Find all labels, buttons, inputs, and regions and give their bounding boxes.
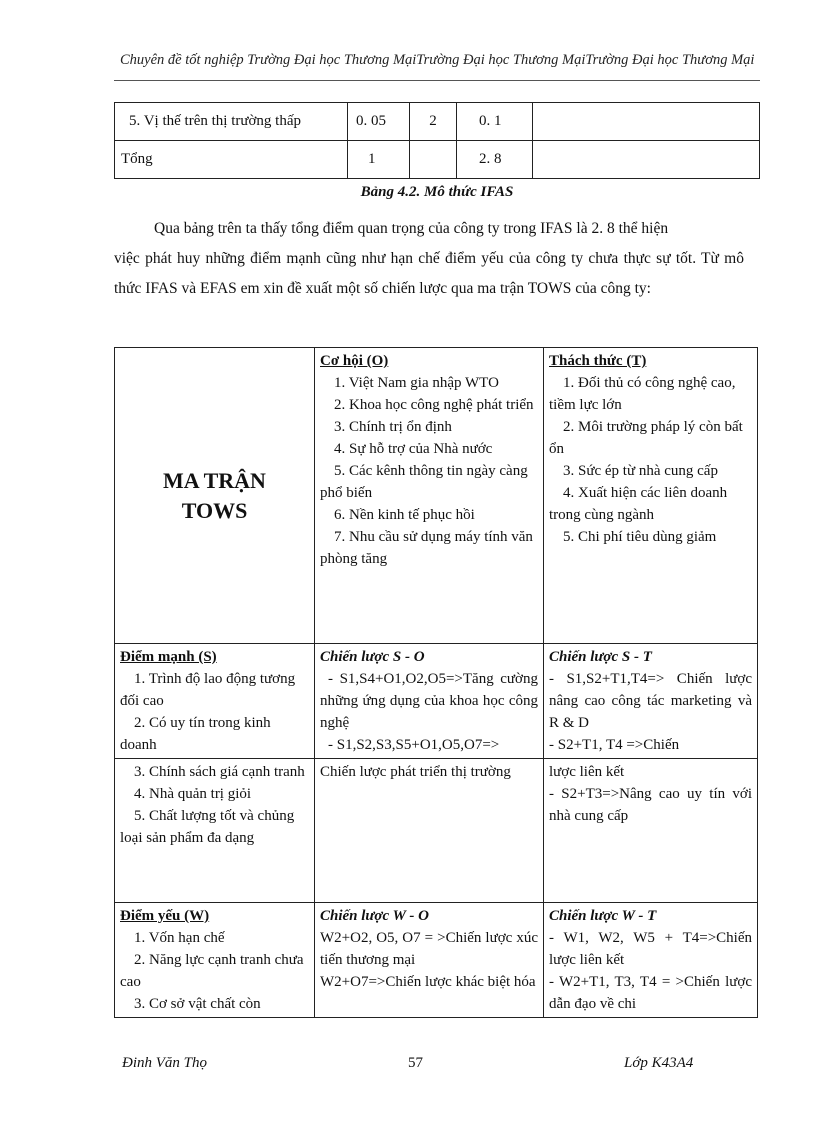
table-row <box>115 644 758 759</box>
wt-strategy-cell <box>544 903 758 1018</box>
list-item: 3. Chính sách giá cạnh tranh <box>134 764 305 780</box>
list-item: 5. Chi phí tiêu dùng giảm <box>563 529 717 545</box>
list-item: 1. Trình độ lao động tương đối cao <box>120 671 296 709</box>
strengths-cell <box>115 644 315 759</box>
rating-cell <box>410 141 457 179</box>
so-strategy-continued-cell <box>315 759 544 903</box>
factor-cell: 5. Vị thế trên thị trường thấp <box>115 103 348 141</box>
so-line: Chiến lược phát triển thị trường <box>320 764 511 780</box>
header-divider <box>114 80 760 81</box>
note-cell <box>533 103 760 141</box>
footer-class: Lớp K43A4 <box>624 1055 694 1071</box>
list-item: 2. Có uy tín trong kinh doanh <box>120 715 271 753</box>
st-strategy-continued-cell <box>544 759 758 903</box>
factor-cell: Tổng <box>115 141 348 179</box>
wt-line: - W1, W2, W5 + T4=>Chiến lược liên kết <box>549 930 752 968</box>
wt-heading: Chiến lược W - T <box>549 908 657 924</box>
list-item: 1. Đối thủ có công nghệ cao, tiềm lực lớn <box>549 375 736 413</box>
weaknesses-cell <box>115 903 315 1018</box>
weight-cell: 1 <box>348 141 410 179</box>
list-item: 2. Năng lực cạnh tranh chưa cao <box>120 952 304 990</box>
list-item: 4. Nhà quản trị giỏi <box>134 786 252 802</box>
st-line: - S2+T3=>Nâng cao uy tín với nhà cung cấp <box>549 786 752 824</box>
weight-cell: 0. 05 <box>348 103 410 141</box>
st-heading: Chiến lược S - T <box>549 649 652 665</box>
table-row <box>115 348 758 644</box>
st-strategy-cell <box>544 644 758 759</box>
opportunities-cell <box>315 348 544 644</box>
tows-title-cell <box>115 348 315 644</box>
list-item: 7. Nhu cầu sử dụng máy tính văn phòng tăng <box>320 529 533 567</box>
tows-matrix <box>114 347 758 1018</box>
list-item: 3. Chính trị ổn định <box>334 419 452 435</box>
st-line: - S2+T1, T4 =>Chiến <box>549 737 680 753</box>
st-line: - S1,S2+T1,T4=> Chiến lược nâng cao công tác marketing và R & D <box>549 671 752 731</box>
paragraph-first-line: Qua bảng trên ta thấy tổng điểm quan trọng của công ty trong IFAS là 2. 8 thể hiện <box>154 220 669 237</box>
so-line: - S1,S2,S3,S5+O1,O5,O7=> <box>328 737 500 753</box>
wo-line: W2+O7=>Chiến lược khác biệt hóa <box>320 974 536 990</box>
ifas-table <box>114 102 760 179</box>
list-item: 4. Sự hỗ trợ của Nhà nước <box>334 441 493 457</box>
tows-title-line1: MA TRẬN <box>163 467 266 493</box>
so-line: - S1,S4+O1,O2,O5=>Tăng cường những ứng dụng của khoa học công nghệ <box>320 671 538 731</box>
strengths-heading: Điểm mạnh (S) <box>120 649 217 665</box>
table-row <box>115 903 758 1018</box>
page-number: 57 <box>408 1055 423 1071</box>
opportunities-heading: Cơ hội (O) <box>320 353 389 369</box>
threats-heading: Thách thức (T) <box>549 353 647 369</box>
note-cell <box>533 141 760 179</box>
score-cell: 0. 1 <box>457 103 533 141</box>
list-item: 5. Chất lượng tốt và chủng loại sản phẩm đa dạng <box>120 808 295 846</box>
paragraph-continuation: việc phát huy những điểm mạnh cũng như hạn chế điểm yếu của công ty chưa thực sự tốt. Từ mô thức IFAS và EFAS em xin đề xuất một số chiến lược qua ma trận TOWS của công ty: <box>114 250 744 297</box>
footer-author: Đinh Văn Thọ <box>122 1055 208 1071</box>
list-item: 3. Sức ép từ nhà cung cấp <box>563 463 718 479</box>
so-heading: Chiến lược S - O <box>320 649 425 665</box>
list-item: 2. Khoa học công nghệ phát triển <box>334 397 534 413</box>
list-item: 4. Xuất hiện các liên doanh trong cùng ngành <box>549 485 728 523</box>
list-item: 3. Cơ sở vật chất còn <box>134 996 261 1012</box>
rating-cell: 2 <box>410 103 457 141</box>
wt-line: - W2+T1, T3, T4 = >Chiến lược dẫn đạo về chi <box>549 974 752 1012</box>
running-header: Chuyên đề tốt nghiệp Trường Đại học Thương MạiTrường Đại học Thương MạiTrường Đại học Thương Mại <box>120 52 755 68</box>
list-item: 5. Các kênh thông tin ngày càng phổ biến <box>320 463 528 501</box>
threats-cell <box>544 348 758 644</box>
list-item: 2. Môi trường pháp lý còn bất ổn <box>549 419 743 457</box>
wo-strategy-cell <box>315 903 544 1018</box>
table-row <box>115 759 758 903</box>
list-item: 6. Nền kinh tế phục hồi <box>334 507 475 523</box>
so-strategy-cell <box>315 644 544 759</box>
list-item: 1. Vốn hạn chế <box>134 930 225 946</box>
table-caption: Bảng 4.2. Mô thức IFAS <box>360 184 514 200</box>
strengths-continued-cell <box>115 759 315 903</box>
st-line: lược liên kết <box>549 764 625 780</box>
weaknesses-heading: Điểm yếu (W) <box>120 908 210 924</box>
wo-heading: Chiến lược W - O <box>320 908 429 924</box>
wo-line: W2+O2, O5, O7 = >Chiến lược xúc tiến thương mại <box>320 930 538 968</box>
list-item: 1. Việt Nam gia nhập WTO <box>334 375 499 391</box>
body-paragraph <box>114 214 744 304</box>
tows-title-line2: TOWS <box>181 497 248 523</box>
score-cell: 2. 8 <box>457 141 533 179</box>
table-row <box>115 141 760 179</box>
table-row <box>115 103 760 141</box>
